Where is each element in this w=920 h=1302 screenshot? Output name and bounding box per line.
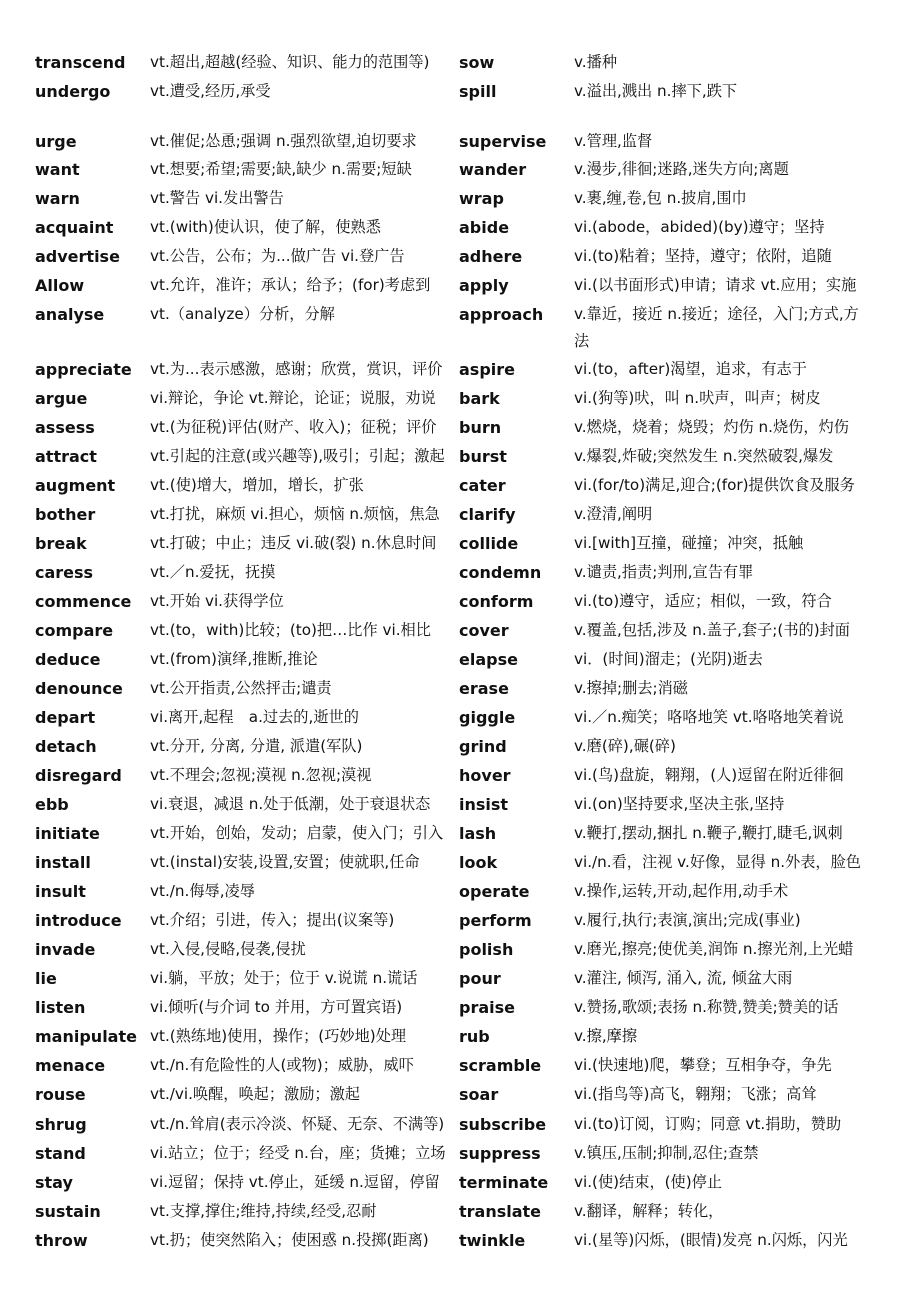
term-left: lie (35, 969, 57, 988)
definition-left: vt.(to，with)比较；(to)把…比作 vi.相比 (150, 621, 431, 639)
term-left: augment (35, 476, 116, 495)
definition-left: vi.衰退，减退 n.处于低潮，处于衰退状态 (150, 795, 431, 813)
definition-right: vi.(to)粘着；坚持，遵守；依附，追随 (574, 247, 832, 265)
vocab-row (0, 300, 920, 354)
definition-right: v.操作,运转,开动,起作用,动手术 (574, 882, 789, 900)
vocab-row (0, 558, 920, 587)
definition-left: vt.扔；使突然陷入；使困惑 n.投掷(距离) (150, 1231, 429, 1249)
definition-left: vi.倾听(与介词 to 并用，方可置宾语) (150, 998, 403, 1016)
definition-right: v.擦,摩擦 (574, 1027, 638, 1045)
vocab-row (0, 384, 920, 413)
term-right: spill (459, 82, 497, 101)
vocab-row (0, 242, 920, 271)
term-left: undergo (35, 82, 111, 101)
term-left: manipulate (35, 1027, 137, 1046)
term-left: throw (35, 1231, 88, 1250)
vocab-row (0, 413, 920, 442)
term-left: assess (35, 418, 95, 437)
term-left: attract (35, 447, 97, 466)
term-left: sustain (35, 1202, 101, 1221)
definition-right: v.磨(碎),碾(碎) (574, 737, 676, 755)
definition-left: vi.站立；位于；经受 n.台，座；货摊；立场 (150, 1144, 446, 1162)
term-right: translate (459, 1202, 542, 1221)
definition-right: vi.(for/to)满足,迎合;(for)提供饮食及服务 (574, 476, 855, 494)
definition-left: vt.（analyze）分析，分解 (150, 305, 335, 323)
vocab-row (0, 1139, 920, 1168)
definition-left: vt.警告 vi.发出警告 (150, 189, 284, 207)
term-left: depart (35, 708, 96, 727)
definition-left: vt.／n.爱抚，抚摸 (150, 563, 276, 581)
term-right: clarify (459, 505, 516, 524)
vocab-row (0, 155, 920, 184)
definition-left: vt.打扰，麻烦 vi.担心，烦恼 n.烦恼，焦急 (150, 505, 440, 523)
definition-left: vt.开始，创始，发动；启蒙，使入门；引入 (150, 824, 444, 842)
term-left: menace (35, 1056, 106, 1075)
definition-right: vi.(to)遵守，适应；相似，一致，符合 (574, 592, 832, 610)
definition-right: v.覆盖,包括,涉及 n.盖子,套子;(书的)封面 (574, 621, 850, 639)
vocab-row (0, 616, 920, 645)
term-left: acquaint (35, 218, 114, 237)
definition-left: vt./n.侮辱,凌辱 (150, 882, 255, 900)
vocab-row (0, 184, 920, 213)
definition-left: vi.离开,起程 a.过去的,逝世的 (150, 708, 359, 726)
definition-right: v.靠近，接近 n.接近；途径，入门;方式,方法 (574, 305, 859, 350)
term-left: detach (35, 737, 97, 756)
definition-left: vt.入侵,侵略,侵袭,侵扰 (150, 940, 306, 958)
vocab-row (0, 1080, 920, 1109)
term-right: wander (459, 160, 527, 179)
vocab-row (0, 1226, 920, 1255)
definition-left: vt./n.有危险性的人(或物)；威胁，威吓 (150, 1056, 414, 1074)
definition-left: vt.分开, 分离, 分遣, 派遣(军队) (150, 737, 363, 755)
definition-right: v.鞭打,摆动,捆扎 n.鞭子,鞭打,睫毛,讽刺 (574, 824, 843, 842)
vocab-row (0, 213, 920, 242)
term-left: compare (35, 621, 114, 640)
definition-left: vt.为...表示感激，感谢；欣赏，赏识，评价 (150, 360, 443, 378)
definition-left: vt.(为征税)评估(财产、收入)；征税；评价 (150, 418, 437, 436)
definition-right: vi.(abode，abided)(by)遵守；坚持 (574, 218, 825, 236)
definition-left: vt.(使)增大，增加，增长，扩张 (150, 476, 364, 494)
term-right: subscribe (459, 1115, 547, 1134)
vocab-row (0, 1051, 920, 1080)
vocab-row (0, 1110, 920, 1139)
term-right: soar (459, 1085, 499, 1104)
term-right: approach (459, 305, 544, 324)
vocab-row (0, 906, 920, 935)
definition-right: vi./n.看，注视 v.好像，显得 n.外表，脸色 (574, 853, 861, 871)
term-right: operate (459, 882, 530, 901)
term-left: Allow (35, 276, 85, 295)
definition-right: v.擦掉;删去;消磁 (574, 679, 688, 697)
term-left: want (35, 160, 80, 179)
definition-left: vt.公开指责,公然抨击;谴责 (150, 679, 332, 697)
vocab-row (0, 935, 920, 964)
definition-left: vi.躺，平放；处于；位于 v.说谎 n.谎话 (150, 969, 418, 987)
definition-right: vi.(快速地)爬，攀登；互相争夺，争先 (574, 1056, 832, 1074)
definition-left: vt.(instal)安装,设置,安置；使就职,任命 (150, 853, 420, 871)
term-left: stand (35, 1144, 86, 1163)
term-right: conform (459, 592, 534, 611)
term-left: analyse (35, 305, 105, 324)
vocab-row (0, 587, 920, 616)
term-right: polish (459, 940, 514, 959)
term-right: supervise (459, 132, 547, 151)
term-right: lash (459, 824, 497, 843)
vocab-row (0, 1168, 920, 1197)
term-right: erase (459, 679, 509, 698)
definition-right: v.赞扬,歌颂;表扬 n.称赞,赞美;赞美的话 (574, 998, 839, 1016)
vocab-row (0, 703, 920, 732)
vocab-row (0, 848, 920, 877)
term-right: insist (459, 795, 509, 814)
definition-right: vi.(on)坚持要求,坚决主张,坚持 (574, 795, 785, 813)
definition-left: vt.不理会;忽视;漠视 n.忽视;漠视 (150, 766, 372, 784)
vocab-row (0, 732, 920, 761)
vocab-row (0, 77, 920, 106)
term-right: scramble (459, 1056, 542, 1075)
definition-right: vi.(to)订阅，订购；同意 vt.捐助，赞助 (574, 1115, 842, 1133)
vocab-row (0, 964, 920, 993)
term-left: bother (35, 505, 96, 524)
definition-left: vt.打破；中止；违反 vi.破(裂) n.休息时间 (150, 534, 437, 552)
definition-left: vt./n.耸肩(表示冷淡、怀疑、无奈、不满等) (150, 1115, 445, 1133)
term-right: burn (459, 418, 502, 437)
term-right: suppress (459, 1144, 541, 1163)
vocab-row (0, 442, 920, 471)
vocab-row (0, 355, 920, 384)
definition-left: vt.想要;希望;需要;缺,缺少 n.需要;短缺 (150, 160, 412, 178)
definition-left: vt.(with)使认识，使了解，使熟悉 (150, 218, 381, 236)
term-left: invade (35, 940, 96, 959)
definition-right: vi.(指鸟等)高飞，翱翔；飞涨；高耸 (574, 1085, 817, 1103)
definition-right: v.裹,缠,卷,包 n.披肩,围巾 (574, 189, 747, 207)
term-left: warn (35, 189, 80, 208)
vocab-row (0, 1197, 920, 1226)
term-left: urge (35, 132, 77, 151)
definition-left: vt.引起的注意(或兴趣等),吸引；引起；激起 (150, 447, 445, 465)
term-left: install (35, 853, 91, 872)
vocab-row (0, 1022, 920, 1051)
definition-left: vt./vi.唤醒，唤起；激励；激起 (150, 1085, 360, 1103)
vocab-row (0, 993, 920, 1022)
vocab-row (0, 761, 920, 790)
vocab-row (0, 877, 920, 906)
definition-right: v.镇压,压制;抑制,忍住;查禁 (574, 1144, 759, 1162)
term-left: appreciate (35, 360, 132, 379)
vocab-row (0, 127, 920, 156)
term-left: commence (35, 592, 132, 611)
term-right: cater (459, 476, 506, 495)
term-left: caress (35, 563, 94, 582)
term-right: pour (459, 969, 501, 988)
vocab-row (0, 674, 920, 703)
definition-right: vi.(鸟)盘旋，翱翔，(人)逗留在附近徘徊 (574, 766, 844, 784)
term-right: grind (459, 737, 507, 756)
term-right: adhere (459, 247, 523, 266)
term-left: deduce (35, 650, 101, 669)
definition-left: vi.辩论，争论 vt.辩论，论证；说服，劝说 (150, 389, 436, 407)
vocab-row (0, 819, 920, 848)
definition-right: vi.(狗等)吠，叫 n.吠声，叫声；树皮 (574, 389, 821, 407)
definition-right: v.灌注, 倾泻, 涌入, 流, 倾盆大雨 (574, 969, 793, 987)
definition-right: v.翻译，解释；转化， (574, 1202, 724, 1220)
definition-right: vi.(以书面形式)申请；请求 vt.应用；实施 (574, 276, 857, 294)
term-right: collide (459, 534, 519, 553)
term-right: apply (459, 276, 509, 295)
term-left: introduce (35, 911, 122, 930)
vocab-row (0, 529, 920, 558)
term-left: argue (35, 389, 88, 408)
definition-left: vt.(熟练地)使用，操作；(巧妙地)处理 (150, 1027, 407, 1045)
term-right: burst (459, 447, 507, 466)
definition-left: vt.开始 vi.获得学位 (150, 592, 284, 610)
definition-left: vt.介绍；引进，传入；提出(议案等) (150, 911, 395, 929)
term-right: praise (459, 998, 515, 1017)
term-left: ebb (35, 795, 69, 814)
term-right: abide (459, 218, 510, 237)
definition-right: vi.[with]互撞，碰撞；冲突，抵触 (574, 534, 804, 552)
definition-left: vt.支撑,撑住;维持,持续,经受,忍耐 (150, 1202, 377, 1220)
term-right: giggle (459, 708, 516, 727)
definition-left: vt.遭受,经历,承受 (150, 82, 271, 100)
vocab-row (0, 48, 920, 77)
definition-right: v.澄清,阐明 (574, 505, 653, 523)
term-left: disregard (35, 766, 122, 785)
definition-right: v.谴责,指责;判刑,宣告有罪 (574, 563, 754, 581)
vocab-row (0, 500, 920, 529)
definition-right: v.履行,执行;表演,演出;完成(事业) (574, 911, 801, 929)
definition-right: vi.／n.痴笑；咯咯地笑 vt.咯咯地笑着说 (574, 708, 844, 726)
definition-left: vt.催促;怂恿;强调 n.强烈欲望,迫切要求 (150, 132, 417, 150)
definition-right: v.燃烧，烧着；烧毁；灼伤 n.烧伤，灼伤 (574, 418, 849, 436)
term-right: sow (459, 53, 495, 72)
definition-right: vi.(使)结束，(使)停止 (574, 1173, 723, 1191)
term-right: condemn (459, 563, 542, 582)
definition-right: v.溢出,溅出 n.摔下,跌下 (574, 82, 738, 100)
term-left: transcend (35, 53, 126, 72)
term-right: wrap (459, 189, 504, 208)
definition-right: vi.(to，after)渴望，追求，有志于 (574, 360, 807, 378)
definition-left: vt.公告，公布；为...做广告 vi.登广告 (150, 247, 405, 265)
definition-right: v.管理,监督 (574, 132, 653, 150)
definition-left: vt.允许，准许；承认；给予；(for)考虑到 (150, 276, 431, 294)
term-left: insult (35, 882, 86, 901)
term-right: terminate (459, 1173, 549, 1192)
term-right: hover (459, 766, 511, 785)
vocab-row (0, 790, 920, 819)
vocab-row (0, 471, 920, 500)
term-left: denounce (35, 679, 123, 698)
definition-right: vi.(星等)闪烁，(眼情)发亮 n.闪烁，闪光 (574, 1231, 848, 1249)
term-right: rub (459, 1027, 490, 1046)
term-right: look (459, 853, 498, 872)
term-left: advertise (35, 247, 120, 266)
definition-right: v.爆裂,炸破;突然发生 n.突然破裂,爆发 (574, 447, 834, 465)
definition-left: vt.超出,超越(经验、知识、能力的范围等) (150, 53, 430, 71)
definition-left: vt.(from)演绎,推断,推论 (150, 650, 318, 668)
definition-right: v.漫步,徘徊;迷路,迷失方向;离题 (574, 160, 789, 178)
term-right: elapse (459, 650, 518, 669)
term-right: perform (459, 911, 532, 930)
term-left: listen (35, 998, 86, 1017)
vocab-row (0, 645, 920, 674)
term-right: cover (459, 621, 509, 640)
term-left: stay (35, 1173, 73, 1192)
term-left: shrug (35, 1115, 87, 1134)
definition-right: v.磨光,擦亮;使优美,润饰 n.擦光剂,上光蜡 (574, 940, 854, 958)
vocab-row (0, 271, 920, 300)
term-left: rouse (35, 1085, 86, 1104)
term-left: initiate (35, 824, 100, 843)
term-left: break (35, 534, 87, 553)
term-right: twinkle (459, 1231, 526, 1250)
term-right: bark (459, 389, 500, 408)
definition-right: v.播种 (574, 53, 618, 71)
term-right: aspire (459, 360, 515, 379)
definition-left: vi.逗留；保持 vt.停止，延缓 n.逗留，停留 (150, 1173, 440, 1191)
definition-right: vi．(时间)溜走；(光阴)逝去 (574, 650, 763, 668)
